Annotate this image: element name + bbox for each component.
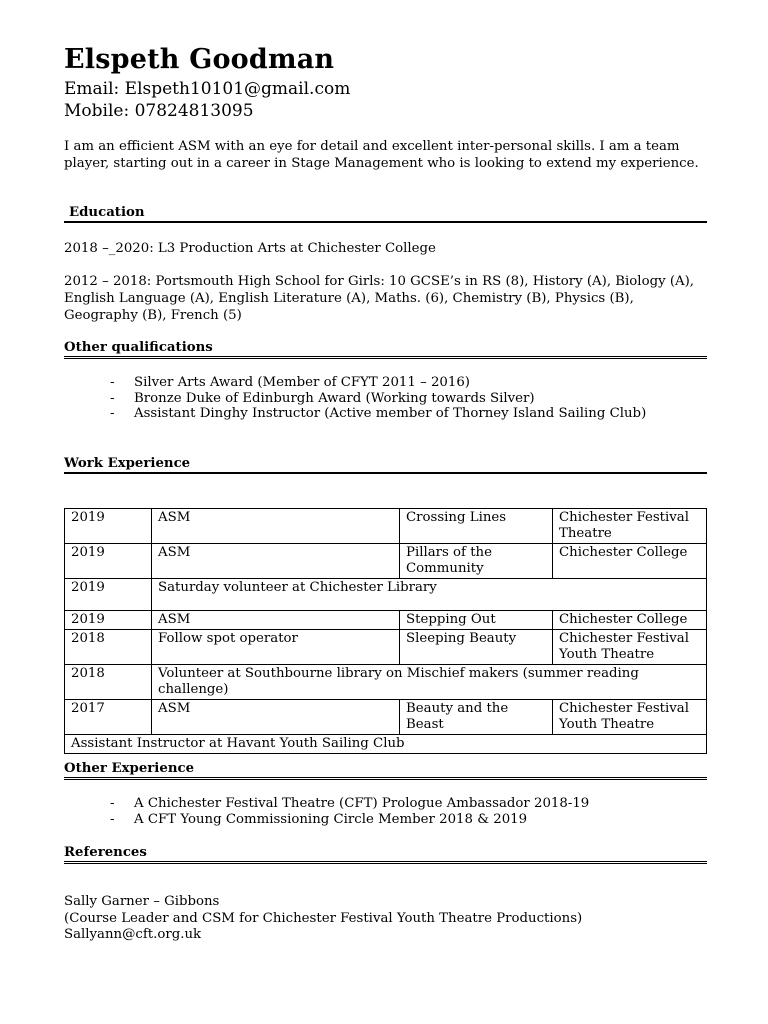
year-cell: 2019 (65, 544, 152, 579)
qualification-text: Silver Arts Award (Member of CFYT 2011 – 2016) (134, 375, 470, 390)
mobile-line: Mobile: 07824813095 (64, 101, 254, 121)
venue-cell: Chichester Festival Theatre (553, 509, 707, 544)
venue-cell: Chichester College (553, 544, 707, 579)
other-qualifications-heading: Other qualifications (64, 340, 213, 355)
table-row (65, 611, 707, 630)
education-entry: 2012 – 2018: Portsmouth High School for Girls: 10 GCSE’s in RS (8), History (A), Biology (A), English Language (A), English Literature (A), Maths. (6), Chemistry (B), Physics (B), Geography (B), French (5) (64, 274, 695, 323)
experience-text: A CFT Young Commissioning Circle Member 2018 & 2019 (134, 811, 528, 827)
cv-name: Elspeth Goodman (64, 44, 335, 75)
bullet-dash: - (110, 811, 115, 827)
production-cell: Sleeping Beauty (400, 630, 553, 665)
education-entry: 2018 –_2020: L3 Production Arts at Chichester College (64, 241, 436, 256)
list-item (64, 812, 589, 828)
production-cell: Stepping Out (400, 611, 553, 630)
reference-email: Sallyann@cft.org.uk (64, 927, 202, 942)
venue-cell: Chichester Festival Youth Theatre (553, 630, 707, 665)
table-row (65, 665, 707, 700)
bullet-dash: - (110, 375, 115, 390)
role-cell: ASM (152, 700, 400, 735)
reference-block (64, 894, 582, 944)
reference-role: (Course Leader and CSM for Chichester Festival Youth Theatre Productions) (64, 910, 583, 926)
work-experience-rule (64, 472, 707, 474)
table-row (65, 630, 707, 665)
role-cell: Follow spot operator (152, 630, 400, 665)
year-cell: 2019 (65, 509, 152, 544)
production-cell: Crossing Lines (400, 509, 553, 544)
bullet-dash: - (110, 406, 115, 421)
year-cell: 2019 (65, 579, 152, 611)
table-row (65, 544, 707, 579)
venue-cell: Chichester College (553, 611, 707, 630)
list-item (64, 375, 646, 391)
role-cell: Saturday volunteer at Chichester Library (152, 579, 707, 611)
role-cell: ASM (152, 544, 400, 579)
year-cell: 2018 (65, 665, 152, 700)
education-heading: Education (69, 205, 145, 220)
references-heading: References (64, 845, 147, 860)
qualifications-list (64, 375, 646, 422)
other-experience-rule (64, 777, 707, 780)
list-item (64, 406, 646, 422)
education-rule (64, 221, 707, 223)
email-line: Email: Elspeth10101@gmail.com (64, 79, 351, 99)
bullet-dash: - (110, 796, 115, 811)
production-cell: Pillars of the Community (400, 544, 553, 579)
list-item (64, 391, 646, 407)
experience-text: A Chichester Festival Theatre (CFT) Prologue Ambassador 2018-19 (134, 796, 590, 811)
table-row (65, 700, 707, 735)
venue-cell: Chichester Festival Youth Theatre (553, 700, 707, 735)
role-cell: ASM (152, 611, 400, 630)
list-item (64, 796, 589, 812)
other-experience-list (64, 796, 589, 827)
qualification-text: Bronze Duke of Edinburgh Award (Working towards Silver) (134, 390, 535, 406)
role-cell: ASM (152, 509, 400, 544)
role-cell: Volunteer at Southbourne library on Mischief makers (summer reading challenge) (152, 665, 707, 700)
table-row (65, 579, 707, 611)
production-cell: Beauty and the Beast (400, 700, 553, 735)
role-cell: Assistant Instructor at Havant Youth Sailing Club (65, 735, 707, 754)
year-cell: 2017 (65, 700, 152, 735)
year-cell: 2019 (65, 611, 152, 630)
other-experience-heading: Other Experience (64, 761, 195, 776)
year-cell: 2018 (65, 630, 152, 665)
work-experience-heading: Work Experience (64, 456, 191, 471)
references-rule (64, 861, 707, 864)
other-qualifications-rule (64, 356, 707, 359)
work-experience-table (64, 508, 707, 754)
reference-name: Sally Garner – Gibbons (64, 894, 220, 909)
personal-summary: I am an efficient ASM with an eye for detail and excellent inter-personal skills. I am a team player, starting out in a career in Stage Management who is looking to extend my experience. (64, 139, 699, 171)
table-row (65, 735, 707, 754)
bullet-dash: - (110, 390, 115, 406)
table-row (65, 509, 707, 544)
qualification-text: Assistant Dinghy Instructor (Active member of Thorney Island Sailing Club) (134, 406, 647, 421)
